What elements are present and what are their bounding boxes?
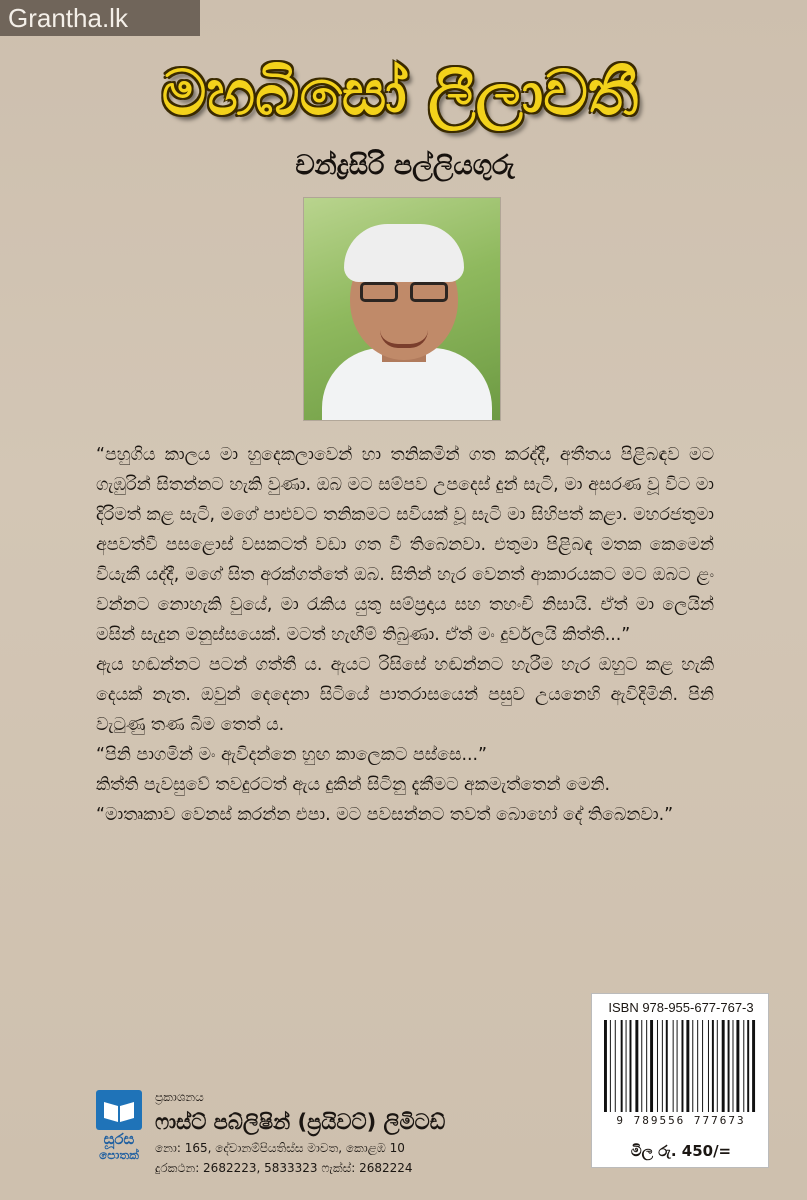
site-watermark: Grantha.lk [0,0,200,36]
book-icon [96,1090,142,1130]
publisher-phone: දුරකථන: 2682223, 5833323 ෆැක්ස්: 2682224 [155,1161,413,1175]
blurb-paragraph: “පහුගිය කාලය මා හුදෙකලාවෙන් හා තනිකමින් ගත කරද්දී, අතීතය පිළිබඳව මට ගැඹුරින් සිතන්නට හැකි වුණා. ඔබ මට සම්පව උපදෙස් දුන් සැටි, මා අසරණ වූ විට මා දිරිමත් කළ සැටි, මගේ පාළුවට තනිකමට සවියක් වූ සැටි මා සිහිපත් කළා. මහරජතුමා අපවත්වී පසළොස් වසකටත් වඩා ගත වී තිබෙනවා. එතුමා පිළිබඳ මතක කෙමෙන් වියැකී යද්දී, මගේ සිත අරක්ගත්තේ ඔබ. සිතින් හැර වෙනත් ආකාරයකට මට ඔබට ළං වන්නට නොහැකි වුයේ, මා රැකිය යුතු සම්ප්‍රදාය සහ තහංචි නිසායි. ඒත් මා ලෙයින් මසින් සැදුන මනුස්සයෙක්. මටත් හැඟීම් තිබුණා. ඒත් මං දුර්වලයි කිත්ති...” [96,445,714,645]
barcode-bar [733,1020,734,1112]
blurb-paragraph: “පිනි පාගමින් මං ඇවිදන්නෙ හුඟ කාලෙකට පස්සෙ...” [96,745,488,765]
price-label: මිල රු. 450/= [630,1142,732,1160]
barcode-bar [650,1020,653,1112]
barcode-bar [673,1020,674,1112]
barcode-bar [702,1020,703,1112]
barcode-bar [686,1020,689,1112]
barcode-bar [728,1020,730,1112]
author-photo [304,198,500,420]
barcode-bar [736,1020,739,1112]
back-cover-blurb [96,440,714,830]
barcode-bar [747,1020,749,1112]
barcode-bar [681,1020,683,1112]
barcode-bar [604,1020,607,1112]
barcode-bar [646,1020,647,1112]
publisher-name: ෆාස්ට් පබ්ලිෂින් (ප්‍රයිවට්) ලිමිටඩ් [155,1110,446,1134]
barcode-bar [717,1020,718,1112]
barcode-bar [692,1020,693,1112]
blurb-paragraph: කිත්ති පැවසුවේ තවදුරටත් ඇය දුකින් සිටිනු දැකීමට අකමැත්තෙන් මෙනි. [96,775,610,795]
barcode-bar [641,1020,642,1112]
barcode-bar [666,1020,668,1112]
barcode-digits: 9 789556 777673 [616,1114,746,1127]
blurb-paragraph: “මාතෘකාව වෙනස් කරන්න එපා. මට පවසන්නට තවත් බොහෝ දේ තිබෙනවා.” [96,805,674,825]
blurb-paragraph: ඇය හඬන්නට පටන් ගත්තී ය. ඇයට රිසිසේ හඬන්නට හැරීම හැර ඔහුට කළ හැකි දෙයක් නැත. ඔවුන් දෙදෙනා සිටියේ පාතරාසයෙන් පසුව උයනෙහි ඇවිදිමිනි. පිනි වැටුණු තණ බිම තෙත් ය. [96,655,714,735]
author-name: චන්ද්‍රසිරි පල්ලියගුරු [295,150,515,181]
publisher-label: ප්‍රකාශනය [155,1090,204,1104]
publisher-logo [96,1090,142,1166]
logo-text-line2: පොතක් [99,1148,139,1162]
photo-hair [344,224,464,282]
barcode [604,1020,758,1112]
publisher-address: නො: 165, දේවානම්පියතිස්ස මාවත, කොළඹ 10 [155,1141,405,1155]
barcode-bar [697,1020,698,1112]
barcode-bar [635,1020,638,1112]
barcode-bar [610,1020,611,1112]
barcode-bar [657,1020,658,1112]
logo-text-line1: සූරස [103,1130,135,1148]
barcode-bar [615,1020,616,1112]
barcode-bar [752,1020,755,1112]
barcode-bar [708,1020,709,1112]
barcode-bar [630,1020,632,1112]
photo-glasses [356,282,452,304]
isbn-label: ISBN 978-955-677-767-3 [608,1000,754,1015]
barcode-bar [722,1020,725,1112]
isbn-box [591,993,769,1168]
book-title: මහබිසෝ ලීලාවතී [161,56,639,129]
barcode-bar [626,1020,627,1112]
barcode-bar [712,1020,714,1112]
barcode-bar [743,1020,744,1112]
barcode-bar [677,1020,678,1112]
barcode-bar [621,1020,623,1112]
barcode-bar [662,1020,663,1112]
